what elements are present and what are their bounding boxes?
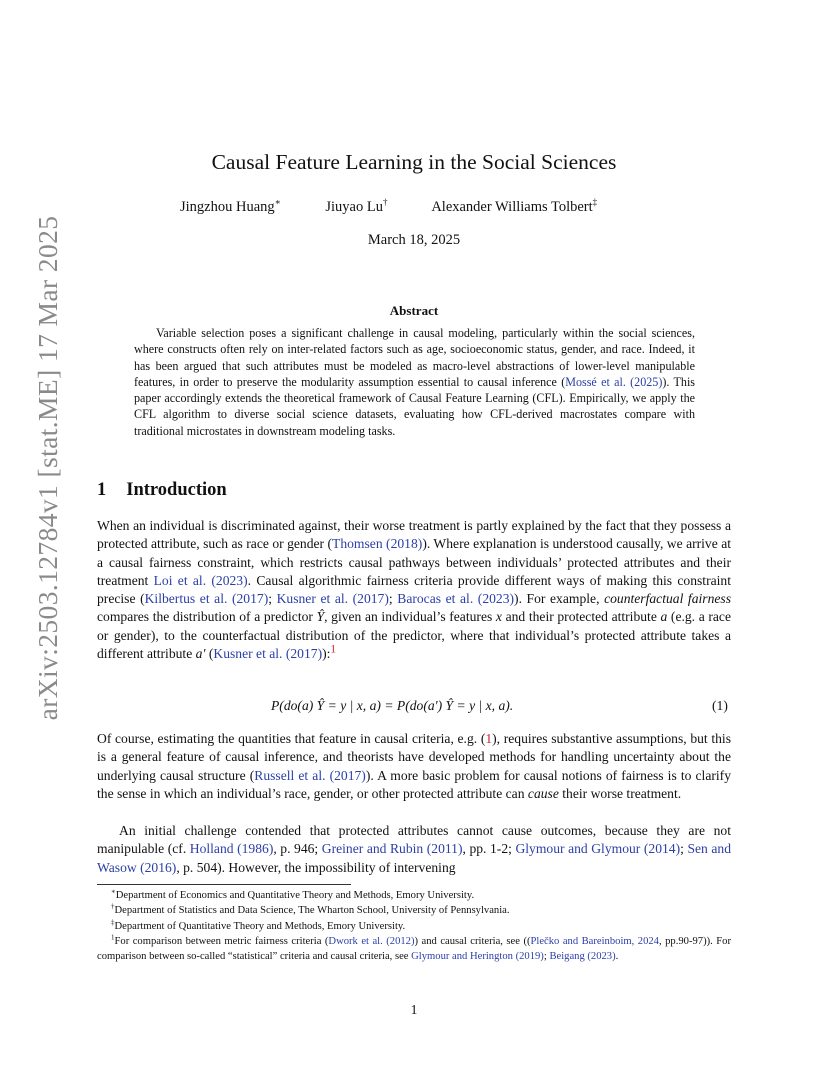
- paper-date: March 18, 2025: [367, 232, 461, 248]
- citation-link[interactable]: Kusner et al. (2017): [213, 645, 323, 661]
- section-heading: [97, 480, 227, 501]
- footnotes: [97, 888, 731, 964]
- equation-reference-link[interactable]: 1: [485, 731, 493, 746]
- emphasis-term: counterfactual fairness: [604, 591, 731, 606]
- citation-link[interactable]: Greiner and Rubin (2011): [321, 841, 463, 857]
- citation-link[interactable]: Kilbertus et al. (2017): [144, 591, 269, 606]
- body-paragraph: Of course, estimating the quantities that feature in causal criteria, e.g. (1), requires substantive assumptions, but this is a general feature of causal inference, and theorists have developed methods for handling uncertainty about the underlying causal structure (Russell et al. (2017)). A more basic problem for causal notions of fairness is to clarify the sense in which an individual’s race, gender, or other protected attribute can cause their worse treatment.: [97, 731, 731, 801]
- section-title: Introduction: [126, 480, 227, 500]
- math-variable: Ŷ: [316, 609, 325, 625]
- author-3: Alexander Williams Tolbert‡: [431, 197, 598, 215]
- citation-link[interactable]: Glymour and Glymour (2014): [515, 841, 681, 857]
- body-paragraph: An initial challenge contended that protected attributes cannot cause outcomes, because they are not manipulable (cf. Holland (1986), p. 946; Greiner and Rubin (2011), pp. 1-2; Glymour and Glymour (2014); Sen and Wasow (2016), p. 504). However, the impossibility of intervening: [97, 823, 731, 875]
- citation-link[interactable]: Thomsen (2018): [332, 536, 423, 552]
- citation-link[interactable]: Beigang (2023): [549, 951, 616, 963]
- citation-link[interactable]: Loi et al. (2023): [153, 572, 248, 588]
- footnote-affiliation-2: †Department of Statistics and Data Science, The Wharton School, University of Pennsylvania.: [111, 902, 510, 917]
- footnote-1: $^1$For comparison between metric fairness criteria (Dwork et al. (2012)) and causal criteria, see ((Plečko and Bareinboim, 2024, pp.90-97)). For comparison between so-called “statistical” criteria and causal criteria, see Glymour and Herington (2019); Beigang (2023).: [97, 933, 731, 963]
- section-number: 1: [97, 480, 107, 500]
- citation-link[interactable]: Plečko and Bareinboim, 2024: [530, 935, 659, 947]
- emphasis-term: cause: [527, 785, 559, 801]
- body-paragraph: When an individual is discriminated against, their worse treatment is partly explained by the fact that they possess a protected attribute, such as race or gender (Thomsen (2018)). Where explanation is understood causally, we arrive at a causal fairness constraint, which restricts causal pathways between individuals’ protected attributes and their treatment Loi et al. (2023). Causal algorithmic fairness criteria provide different ways of making this constraint precise (Kilbertus et al. (2017); Kusner et al. (2017); Barocas et al. (2023)). For example, counterfactual fairness compares the distribution of a predictor Ŷ, given an individual’s features x and their protected attribute a (e.g. a race or gender), to the counterfactual distribution of the predictor, where that individual’s protected attribute takes a different attribute a′ (Kusner et al. (2017)):$^1$: [97, 518, 732, 661]
- equation-body: P(do(a) Ŷ = y | x, a) = P(do(a′) Ŷ = y | x, a).: [271, 698, 514, 713]
- footnote-affiliation-3: ‡Department of Quantitative Theory and Methods, Emory University.: [111, 918, 406, 932]
- citation-link[interactable]: Barocas et al. (2023): [397, 591, 515, 606]
- author-1-footnote-mark: ∗: [274, 197, 281, 208]
- citation-link[interactable]: Russell et al. (2017): [254, 767, 366, 783]
- footnote-link[interactable]: 1: [330, 643, 337, 656]
- citation-link[interactable]: Sen and Wasow (2016): [97, 841, 731, 875]
- citation-link[interactable]: Glymour and Herington (2019): [411, 951, 544, 963]
- page-number: 1: [410, 1002, 418, 1017]
- abstract-heading: Abstract: [389, 303, 439, 318]
- arxiv-identifier-stamp: arXiv:2503.12784v1 [stat.ME] 17 Mar 2025: [32, 215, 63, 721]
- author-2-footnote-mark: †: [382, 197, 388, 208]
- equation-number: (1): [712, 698, 728, 713]
- math-variable: x: [495, 609, 502, 625]
- author-2: Jiuyao Lu†: [325, 197, 388, 215]
- author-list: [180, 199, 638, 216]
- citation-link[interactable]: Holland (1986): [189, 841, 274, 857]
- citation-link[interactable]: Dwork et al. (2012): [328, 935, 415, 947]
- math-variable: a′: [195, 645, 206, 661]
- footnote-divider: [97, 884, 351, 885]
- math-variable: a: [660, 609, 668, 625]
- citation-link[interactable]: Kusner et al. (2017): [276, 591, 389, 606]
- footnote-affiliation-1: ∗Department of Economics and Quantitative Theory and Methods, Emory University.: [111, 887, 475, 901]
- citation-link[interactable]: Mossé et al. (2025): [565, 374, 663, 389]
- paper-title: Causal Feature Learning in the Social Sciences: [211, 150, 617, 174]
- author-1: Jingzhou Huang∗: [180, 197, 281, 215]
- abstract-body: Variable selection poses a significant challenge in causal modeling, particularly within the social sciences, where constructs often rely on inter-related factors such as age, socioeconomic status, gender, and race. Indeed, it has been argued that such attributes must be modeled as macro-level abstractions of lower-level manipulable features, in order to preserve the modularity assumption essential to causal inference (Mossé et al. (2025)). This paper accordingly extends the theoretical framework of Causal Feature Learning (CFL). Empirically, we apply the CFL algorithm to diverse social science datasets, evaluating how CFL-derived macrostates compare with traditional microstates in downstream modeling tasks.: [134, 326, 696, 438]
- author-3-footnote-mark: ‡: [592, 197, 598, 208]
